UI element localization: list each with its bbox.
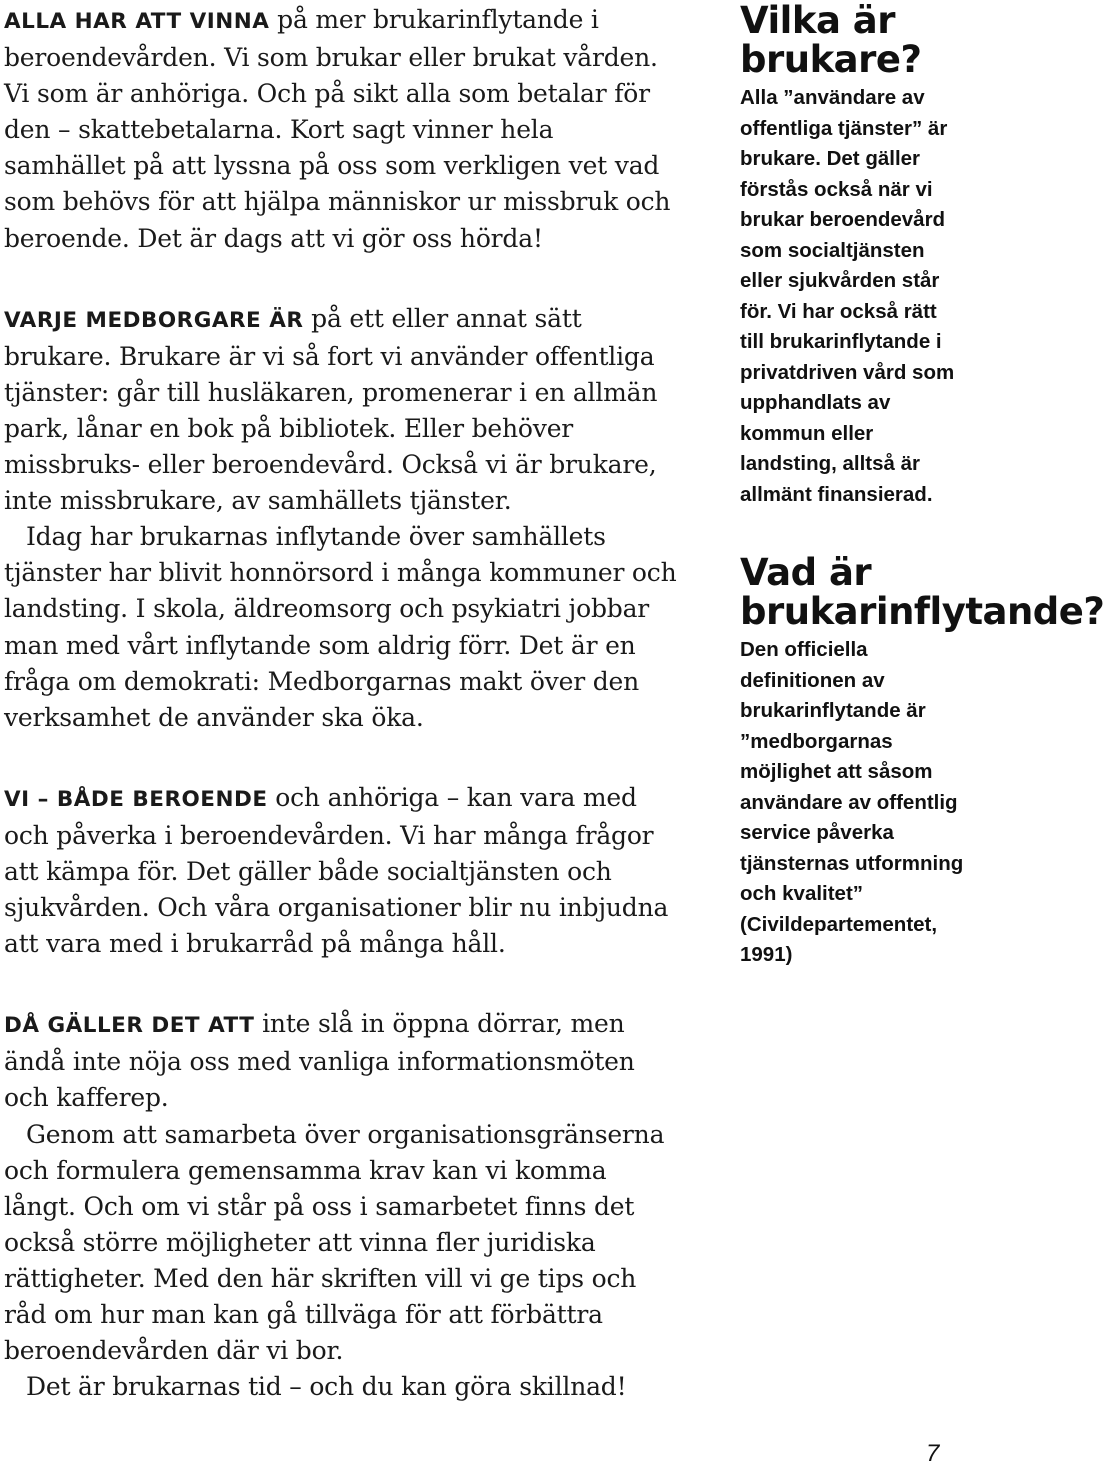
paragraph-2 (4, 301, 682, 520)
paragraph-text: inte slå in öppna dörrar, men ändå inte nöja oss med vanliga informationsmöten och kafferep. (4, 1009, 635, 1113)
paragraph-4 (4, 780, 682, 962)
main-column (4, 2, 682, 1405)
paragraph-text: på mer brukarinflytande i beroendevården. Vi som brukar eller brukat vården. Vi som är anhöriga. Och på sikt alla som betalar för den – skattebetalarna. Kort sagt vinner hela samhället på att lyssna på oss som verkligen vet vad som behövs för att hjälpa människor ur missbruk och beroende. Det är dags att vi gör oss hörda! (4, 5, 671, 253)
paragraph-lead: ALLA HAR ATT VINNA (4, 9, 270, 34)
paragraph-lead: VARJE MEDBORGARE ÄR (4, 307, 304, 333)
sidebar-heading-2: Vad är brukarinflytande? (740, 551, 1104, 633)
paragraph-lead: VI – BÅDE BEROENDE (4, 786, 268, 812)
sidebar-heading-1: Vilka är brukare? (740, 0, 922, 81)
paragraph-1 (4, 2, 682, 257)
paragraph-6: Genom att samarbeta över organisationsgränserna och formulera gemensamma krav kan vi komma långt. Och om vi står på oss i samarbetet finns det också större möjligheter att vinna fler juridiska rättigheter. Med den här skriften vill vi ge tips och råd om hur man kan gå tillväga för att förbättra beroendevården där vi bor. (4, 1119, 665, 1366)
sidebar-text-2: Den officiella definitionen av brukarinflytande är ”medborgarnas möjlighet att såsom användare av offentlig service påverka tjänsternas utformning och kvalitet” (Civildepartementet, 1991) (740, 638, 964, 966)
paragraph-3: Idag har brukarnas inflytande över samhällets tjänster har blivit honnörsord i många kommuner och landsting. I skola, äldreomsorg och psykiatri jobbar man med vårt inflytande som aldrig förr. Det är en fråga om demokrati: Medborgarnas makt över den verksamhet de använder ska öka. (4, 522, 677, 732)
sidebar (740, 0, 1104, 971)
paragraph-text: på ett eller annat sätt brukare. Brukare är vi så fort vi använder offentliga tjänster: går till husläkaren, promenerar i en allmän park, lånar en bok på bibliotek. Eller behöver missbruks- eller beroendevård. Också vi är brukare, inte missbrukare, av samhällets tjänster. (4, 303, 658, 516)
paragraph-lead: DÅ GÄLLER DET ATT (4, 1013, 255, 1039)
paragraph-5 (4, 1006, 682, 1116)
sidebar-text-1: Alla ”användare av offentliga tjänster” är brukare. Det gäller förstås också när vi brukar beroendevård som socialtjänsten eller sjukvården står för. Vi har också rätt till brukarinflytande i privatdriven vård som upphandlats av kommun eller landsting, alltså är allmänt finansierad. (740, 86, 955, 506)
paragraph-text: och anhöriga – kan vara med och påverka i beroendevården. Vi har många frågor att kämpa för. Det gäller både socialtjänsten och sjukvården. Och våra organisationer blir nu inbjudna att vara med i brukarråd på många håll. (4, 782, 669, 959)
page-number: 7 (926, 1440, 940, 1467)
paragraph-7: Det är brukarnas tid – och du kan göra skillnad! (26, 1372, 627, 1402)
